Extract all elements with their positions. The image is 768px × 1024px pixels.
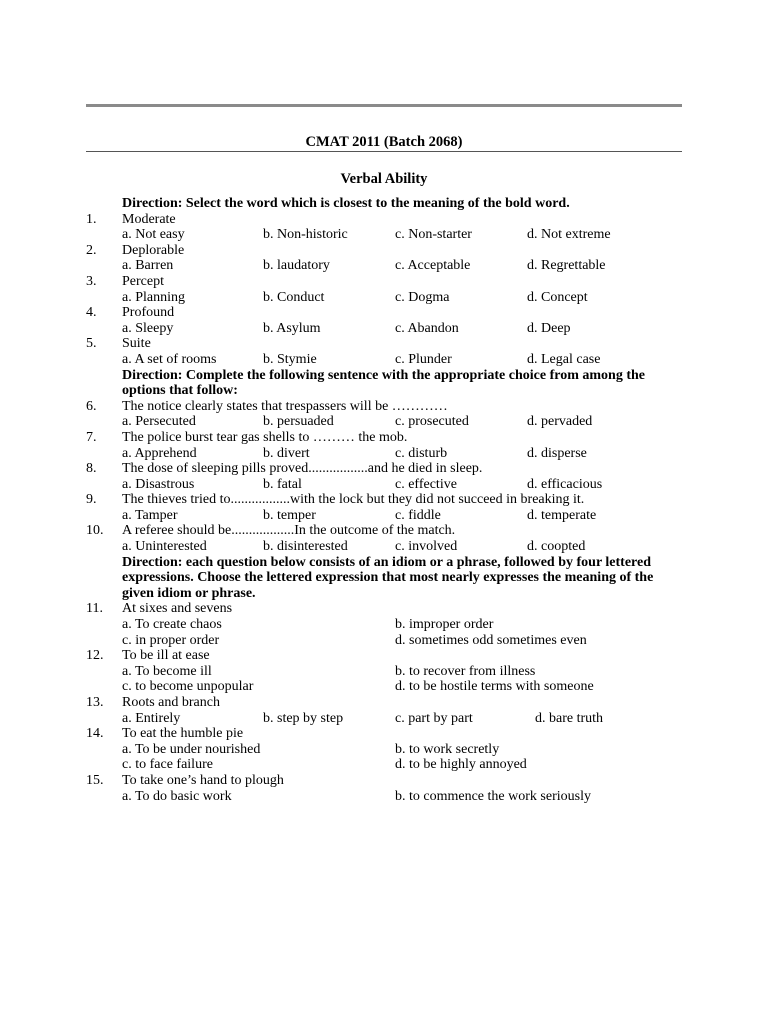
option-b: b. Conduct <box>263 289 325 305</box>
option-d: d. coopted <box>527 539 586 555</box>
question-text: To be ill at ease <box>122 648 210 664</box>
question-row <box>86 726 682 742</box>
option-d: d. Regrettable <box>527 258 606 274</box>
question-number: 2. <box>86 242 97 258</box>
question-row <box>86 243 682 259</box>
question-number: 12. <box>86 648 104 664</box>
question-text: Deplorable <box>122 242 185 258</box>
options-row <box>86 757 682 773</box>
options-row <box>86 477 682 493</box>
options-row <box>86 321 682 337</box>
options-row <box>86 633 682 649</box>
options-row <box>86 742 682 758</box>
options-row <box>86 789 682 805</box>
question-row <box>86 399 682 415</box>
direction-synonyms: Direction: Select the word which is closest to the meaning of the bold word. <box>122 196 570 211</box>
option-c: c. to face failure <box>122 757 213 773</box>
title-rule <box>86 151 682 152</box>
option-b: b. Asylum <box>263 320 321 336</box>
option-b: b. persuaded <box>263 414 334 430</box>
section-title: Verbal Ability <box>340 171 428 187</box>
options-row <box>86 508 682 524</box>
question-row <box>86 430 682 446</box>
option-d: d. to be highly annoyed <box>395 757 527 773</box>
question-number: 1. <box>86 211 97 227</box>
question-number: 6. <box>86 398 97 414</box>
question-text: The dose of sleeping pills proved.................and he died in sleep. <box>122 461 483 477</box>
options-row <box>86 227 682 243</box>
options-row <box>86 258 682 274</box>
option-c: c. in proper order <box>122 632 220 648</box>
question-list <box>86 196 682 804</box>
options-row <box>86 352 682 368</box>
options-row <box>86 414 682 430</box>
option-b: b. Non-historic <box>263 227 348 243</box>
options-row <box>86 617 682 633</box>
option-c: c. Acceptable <box>395 258 471 274</box>
question-row <box>86 695 682 711</box>
question-text: To take one’s hand to plough <box>122 772 284 788</box>
option-c: c. disturb <box>395 445 448 461</box>
option-a: a. Apprehend <box>122 445 197 461</box>
question-text: The notice clearly states that trespassers will be ………… <box>122 398 448 414</box>
option-b: b. to commence the work seriously <box>395 788 591 804</box>
option-c: c. to become unpopular <box>122 679 254 695</box>
option-d: d. Legal case <box>527 351 601 367</box>
option-b: b. to recover from illness <box>395 663 536 679</box>
question-text: Profound <box>122 305 175 321</box>
direction-fill-blanks: Direction: Complete the following sentence with the appropriate choice from among the options that follow: <box>122 367 645 399</box>
question-text: To eat the humble pie <box>122 726 244 742</box>
option-a: a. Uninterested <box>122 539 207 555</box>
question-text: Percept <box>122 273 164 289</box>
option-d: d. Concept <box>527 289 588 305</box>
question-text: The thieves tried to.................with the lock but they did not succeed in breaking it. <box>122 492 585 508</box>
options-row <box>86 664 682 680</box>
question-row <box>86 523 682 539</box>
question-number: 7. <box>86 429 97 445</box>
option-a: a. To become ill <box>122 663 212 679</box>
top-rule <box>86 104 682 107</box>
question-row <box>86 212 682 228</box>
options-row <box>86 446 682 462</box>
options-row <box>86 679 682 695</box>
options-row <box>86 290 682 306</box>
question-row <box>86 648 682 664</box>
direction-idioms: Direction: each question below consists of an idiom or a phrase, followed by four lettered expressions. Choose the lettered expression that most nearly expresses the meaning of the given idiom or phrase. <box>122 554 654 601</box>
option-b: b. Stymie <box>263 351 317 367</box>
question-row <box>86 336 682 352</box>
question-number: 4. <box>86 305 97 321</box>
option-d: d. pervaded <box>527 414 593 430</box>
question-text: Moderate <box>122 211 176 227</box>
option-b: b. disinterested <box>263 539 348 555</box>
question-number: 5. <box>86 336 97 352</box>
option-d: d. efficacious <box>527 476 603 492</box>
question-row <box>86 461 682 477</box>
option-d: d. sometimes odd sometimes even <box>395 632 587 648</box>
option-a: a. To create chaos <box>122 617 222 633</box>
option-a: a. To be under nourished <box>122 741 261 757</box>
question-number: 15. <box>86 772 104 788</box>
option-b: b. to work secretly <box>395 741 500 757</box>
option-b: b. divert <box>263 445 310 461</box>
question-number: 9. <box>86 492 97 508</box>
question-text: Roots and branch <box>122 695 220 710</box>
option-c: c. effective <box>395 476 457 492</box>
option-d: d. temperate <box>527 507 597 523</box>
option-a: a. To do basic work <box>122 788 232 804</box>
question-text: A referee should be..................In the outcome of the match. <box>122 523 456 539</box>
question-number: 14. <box>86 726 104 742</box>
exam-title: CMAT 2011 (Batch 2068) <box>305 134 463 150</box>
option-c: c. part by part <box>395 710 473 726</box>
question-number: 11. <box>86 601 103 617</box>
question-row <box>86 773 682 789</box>
question-row <box>86 601 682 617</box>
option-d: d. disperse <box>527 445 587 461</box>
option-b: b. fatal <box>263 476 302 492</box>
option-a: a. Not easy <box>122 227 185 243</box>
option-a: a. Disastrous <box>122 476 195 492</box>
option-b: b. laudatory <box>263 258 330 274</box>
question-number: 3. <box>86 273 97 289</box>
option-b: b. step by step <box>263 710 344 726</box>
question-row <box>86 305 682 321</box>
option-c: c. Non-starter <box>395 227 472 243</box>
question-number: 13. <box>86 695 104 710</box>
option-a: a. Sleepy <box>122 320 174 336</box>
question-text: At sixes and sevens <box>122 601 233 617</box>
question-text: The police burst tear gas shells to ……… the mob. <box>122 429 408 445</box>
option-c: c. prosecuted <box>395 414 469 430</box>
option-d: d. to be hostile terms with someone <box>395 679 594 695</box>
option-a: a. Tamper <box>122 507 178 523</box>
option-c: c. Plunder <box>395 351 452 367</box>
question-row <box>86 274 682 290</box>
option-d: d. Deep <box>527 320 571 336</box>
option-b: b. improper order <box>395 617 494 633</box>
option-b: b. temper <box>263 507 316 523</box>
option-a: a. Planning <box>122 289 185 305</box>
options-row <box>86 539 682 555</box>
option-c: c. involved <box>395 539 458 555</box>
question-number: 8. <box>86 461 97 477</box>
option-a: a. Entirely <box>122 710 181 726</box>
option-c: c. Dogma <box>395 289 450 305</box>
option-a: a. Persecuted <box>122 414 196 430</box>
option-c: c. Abandon <box>395 320 459 336</box>
option-a: a. Barren <box>122 258 174 274</box>
option-c: c. fiddle <box>395 507 441 523</box>
question-text: Suite <box>122 336 151 352</box>
option-d: d. bare truth <box>535 710 604 726</box>
question-row <box>86 492 682 508</box>
option-a: a. A set of rooms <box>122 351 217 367</box>
options-row <box>86 711 682 727</box>
option-d: d. Not extreme <box>527 227 611 243</box>
question-number: 10. <box>86 523 104 539</box>
